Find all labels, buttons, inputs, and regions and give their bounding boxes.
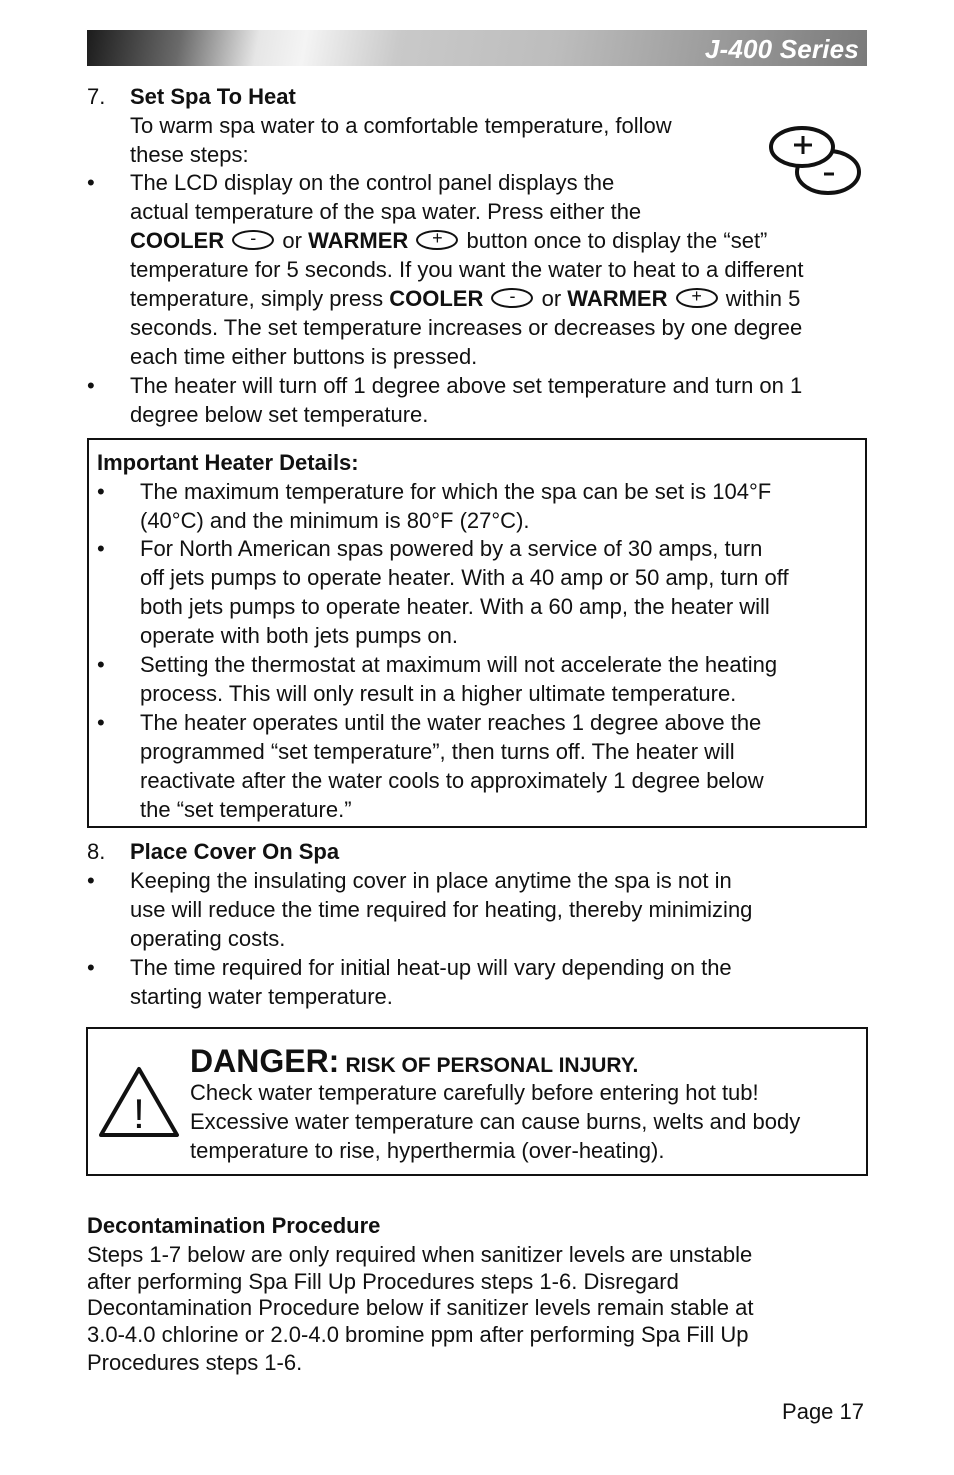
decontamination-line-4: 3.0-4.0 chlorine or 2.0-4.0 bromine ppm after performing Spa Fill Up [87, 1322, 749, 1347]
step-8-bullet-2-line-2: starting water temperature. [130, 984, 393, 1009]
step-8-bullet-1-line-2: use will reduce the time required for heating, thereby minimizing [130, 897, 753, 922]
step-7-bullet-1-line-6: seconds. The set temperature increases or decreases by one degree [130, 315, 803, 340]
heater-item-2-line-3: both jets pumps to operate heater. With a 60 amp, the heater will [140, 594, 770, 619]
bullet: • [87, 955, 95, 980]
svg-text:!: ! [133, 1090, 145, 1137]
step-7-bullet-1-line-4: temperature for 5 seconds. If you want the water to heat to a different [130, 257, 804, 282]
step-7-bullet-2-line-1: The heater will turn off 1 degree above set temperature and turn on 1 [130, 373, 803, 398]
step-8-bullet-1-line-3: operating costs. [130, 926, 286, 951]
decontamination-line-2: after performing Spa Fill Up Procedures steps 1-6. Disregard [87, 1269, 679, 1294]
step-7-title: Set Spa To Heat [130, 84, 296, 109]
heater-item-4-line-4: the “set temperature.” [140, 797, 352, 822]
heater-item-2-line-4: operate with both jets pumps on. [140, 623, 458, 648]
warning-triangle-icon [97, 1065, 181, 1139]
decontamination-line-1: Steps 1-7 below are only required when sanitizer levels are unstable [87, 1242, 753, 1267]
bullet: • [97, 652, 105, 677]
line-3-tail: button once to display the “set” [466, 228, 768, 253]
step-7-bullet-1-line-5 [130, 284, 800, 313]
bullet: • [97, 536, 105, 561]
step-7-bullet-2-line-2: degree below set temperature. [130, 402, 429, 427]
heater-item-4-line-2: programmed “set temperature”, then turns off. The heater will [140, 739, 735, 764]
header-bar [87, 30, 867, 66]
warmer-label: WARMER [308, 228, 409, 253]
warmer-plus-icon: + [676, 288, 718, 308]
heater-item-2-line-2: off jets pumps to operate heater. With a 40 amp or 50 amp, turn off [140, 565, 789, 590]
danger-line-3: temperature to rise, hyperthermia (over-heating). [190, 1138, 665, 1163]
step-8-title: Place Cover On Spa [130, 839, 340, 864]
step-7-intro-line-2: these steps: [130, 142, 249, 167]
heater-item-3-line-2: process. This will only result in a higher ultimate temperature. [140, 681, 737, 706]
decontamination-line-5: Procedures steps 1-6. [87, 1350, 303, 1375]
step-7-intro-line-1: To warm spa water to a comfortable temperature, follow [130, 113, 672, 138]
step-7-bullet-1-line-1: The LCD display on the control panel displays the [130, 170, 615, 195]
heater-item-4-line-3: reactivate after the water cools to approximately 1 degree below [140, 768, 764, 793]
heater-item-4-line-1: The heater operates until the water reaches 1 degree above the [140, 710, 762, 735]
heater-item-3-line-1: Setting the thermostat at maximum will not accelerate the heating [140, 652, 778, 677]
bullet: • [87, 868, 95, 893]
step-8-number: 8. [87, 839, 106, 864]
warmer-label: WARMER [567, 286, 668, 311]
danger-word: DANGER: [190, 1043, 340, 1079]
bullet: • [87, 170, 95, 195]
danger-box [86, 1027, 868, 1176]
warmer-cooler-buttons-icon [766, 124, 862, 196]
decontamination-title: Decontamination Procedure [87, 1213, 381, 1238]
step-7-number: 7. [87, 84, 106, 109]
danger-subtitle: RISK OF PERSONAL INJURY. [345, 1054, 639, 1077]
line-5-head: temperature, simply press [130, 286, 384, 311]
heater-item-1-line-2: (40°C) and the minimum is 80°F (27°C). [140, 508, 530, 533]
step-7-bullet-1-line-7: each time either buttons is pressed. [130, 344, 478, 369]
cooler-minus-icon: - [232, 230, 274, 250]
or-text: or [282, 228, 302, 253]
heater-item-1-line-1: The maximum temperature for which the spa can be set is 104°F [140, 479, 772, 504]
or-text: or [541, 286, 562, 311]
cooler-label: COOLER [389, 286, 484, 311]
step-8-bullet-2-line-1: The time required for initial heat-up will vary depending on the [130, 955, 732, 980]
cooler-minus-icon: - [491, 288, 533, 308]
step-8-bullet-1-line-1: Keeping the insulating cover in place anytime the spa is not in [130, 868, 732, 893]
bullet: • [87, 373, 95, 398]
step-7-bullet-1-line-3 [130, 226, 767, 255]
heater-details-box [87, 438, 867, 828]
heater-details-title: Important Heater Details: [97, 450, 359, 475]
danger-line-2: Excessive water temperature can cause burns, welts and body [190, 1109, 801, 1134]
bullet: • [97, 479, 105, 504]
decontamination-line-3: Decontamination Procedure below if sanitizer levels remain stable at [87, 1295, 754, 1320]
danger-line-1: Check water temperature carefully before entering hot tub! [190, 1080, 759, 1105]
heater-item-2-line-1: For North American spas powered by a service of 30 amps, turn [140, 536, 763, 561]
cooler-label: COOLER [130, 228, 225, 253]
bullet: • [97, 710, 105, 735]
page-number: Page 17 [782, 1399, 864, 1424]
series-title: J-400 Series [704, 34, 859, 64]
line-5-tail: within 5 [725, 286, 801, 311]
warmer-plus-icon: + [416, 230, 458, 250]
step-7-bullet-1-line-2: actual temperature of the spa water. Press either the [130, 199, 642, 224]
